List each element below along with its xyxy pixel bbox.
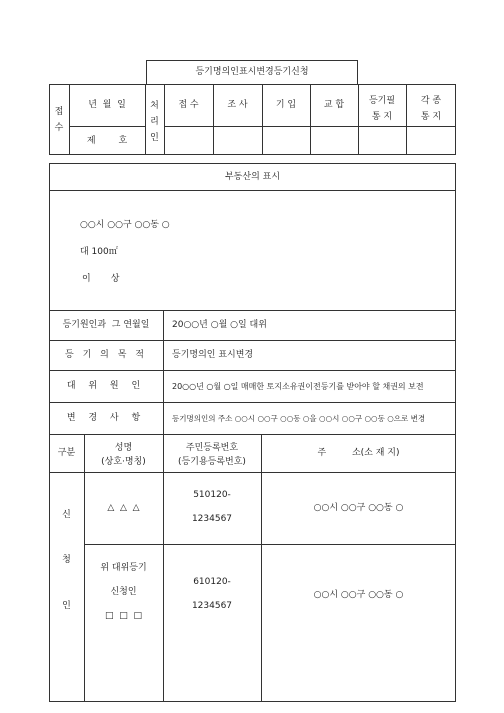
divider bbox=[49, 434, 456, 435]
col-address: 주 소(소 재 지) bbox=[317, 448, 400, 458]
divider bbox=[84, 544, 456, 545]
number-label: 제 호 bbox=[86, 136, 128, 146]
divider bbox=[49, 370, 456, 371]
divider bbox=[49, 190, 456, 191]
applicant-side-2: 청 bbox=[62, 555, 71, 565]
applicant-1-address: ○○시 ○○구 ○○동 ○ bbox=[313, 503, 404, 513]
receipt-label: 접 수 bbox=[54, 107, 64, 133]
col-misc-notice: 각 종 통 지 bbox=[420, 96, 442, 122]
row-label-cause: 등기원인과 그 연월일 bbox=[62, 320, 150, 330]
row-label-subrogation: 대 위 원 인 bbox=[66, 381, 146, 391]
date-label: 년 월 일 bbox=[88, 100, 126, 110]
col-review: 조 사 bbox=[227, 100, 248, 110]
property-end: 이 상 bbox=[82, 274, 120, 284]
row-value-subrogation: 20○○년 ○월 ○일 매매한 토지소유권이전등기를 받아야 할 채권의 보전 bbox=[172, 382, 424, 391]
header-col-line bbox=[213, 84, 214, 155]
header-col-line bbox=[310, 84, 311, 155]
property-address: ○○시 ○○구 ○○동 ○ bbox=[80, 220, 170, 230]
col-gubun: 구분 bbox=[57, 448, 76, 458]
handler-label: 처 리 인 bbox=[150, 101, 159, 143]
applicant-1-id: 510120- 1234567 bbox=[191, 490, 233, 524]
row-value-cause: 20○○년 ○월 ○일 대위 bbox=[172, 320, 267, 330]
applicant-1-name: △ △ △ bbox=[107, 503, 140, 513]
applicant-col-line bbox=[261, 434, 262, 702]
divider bbox=[49, 402, 456, 403]
row-value-purpose: 등기명의인 표시변경 bbox=[172, 350, 254, 360]
property-title: 부동산의 표시 bbox=[224, 172, 281, 182]
header-col-line bbox=[164, 84, 165, 155]
applicant-side-1: 신 bbox=[62, 510, 71, 520]
col-id: 주민등록번호 (등기용등록번호) bbox=[178, 443, 246, 467]
divider bbox=[49, 340, 456, 341]
applicant-col-line bbox=[163, 434, 164, 702]
row-label-purpose: 등 기 의 목 적 bbox=[65, 350, 147, 360]
divider bbox=[49, 472, 456, 473]
applicant-2-id: 610120- 1234567 bbox=[191, 577, 233, 611]
applicant-2-name: 위 대위등기 신청인 □ □ □ bbox=[100, 563, 147, 621]
row-value-change: 등기명의인의 주소 ○○시 ○○구 ○○동 ○을 ○○시 ○○구 ○○동 ○으로 변경 bbox=[172, 414, 426, 423]
form-title: 등기명의인표시변경등기신청 bbox=[195, 67, 309, 77]
row-label-change: 변 경 사 항 bbox=[66, 413, 146, 423]
applicant-side-3: 인 bbox=[62, 601, 71, 611]
col-receipt: 접 수 bbox=[178, 100, 199, 110]
row-label-line bbox=[163, 310, 164, 434]
col-check: 교 합 bbox=[323, 100, 345, 110]
property-area: 대 100㎡ bbox=[80, 247, 118, 257]
divider bbox=[49, 310, 456, 311]
col-name: 성명 (상호·명칭) bbox=[101, 443, 146, 467]
col-notice: 등기필 통 지 bbox=[368, 96, 396, 122]
applicant-2-address: ○○시 ○○구 ○○동 ○ bbox=[313, 590, 404, 600]
col-entry: 기 입 bbox=[275, 100, 297, 110]
header-col-line bbox=[262, 84, 263, 155]
header-divider bbox=[69, 126, 145, 127]
